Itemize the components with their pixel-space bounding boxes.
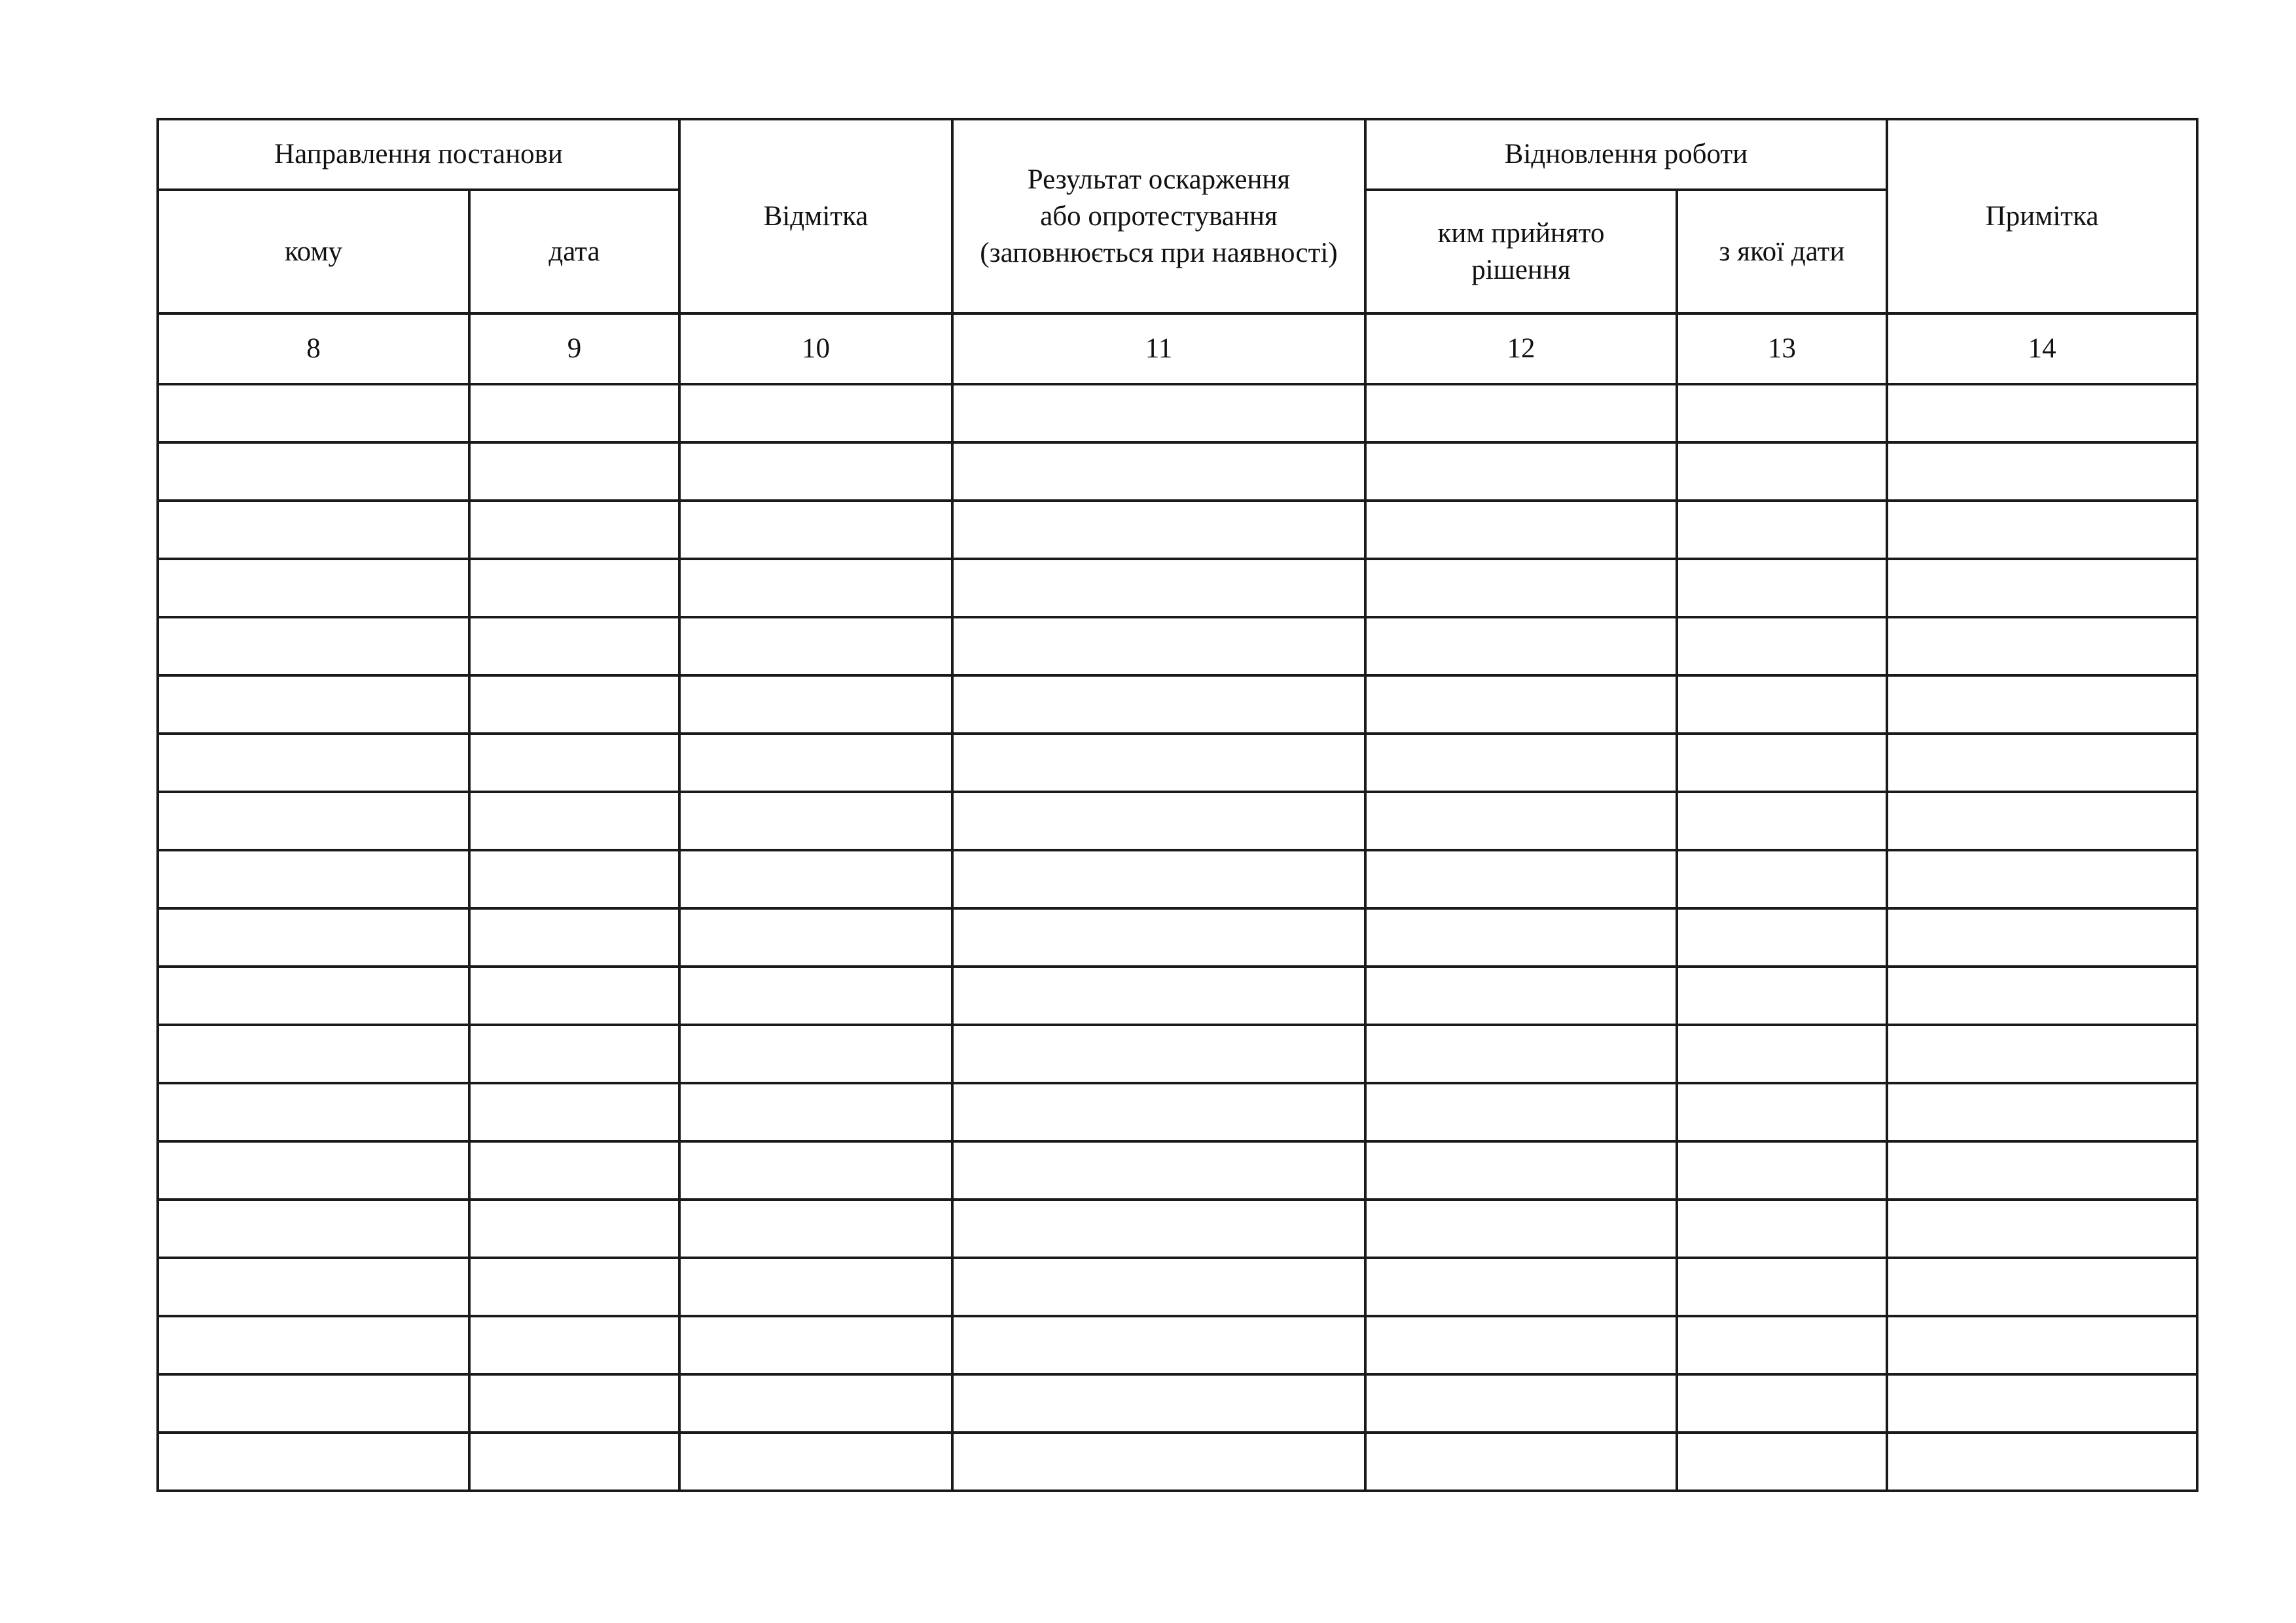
table-cell[interactable] xyxy=(1887,617,2197,675)
table-row xyxy=(158,1200,2197,1258)
table-cell[interactable] xyxy=(1887,1141,2197,1200)
column-number-row xyxy=(158,313,2197,384)
table-cell[interactable] xyxy=(158,1316,469,1374)
table-cell[interactable] xyxy=(1887,1433,2197,1491)
table-cell[interactable] xyxy=(679,792,952,850)
table-cell[interactable] xyxy=(158,1025,469,1083)
table-cell[interactable] xyxy=(158,1083,469,1141)
table-cell[interactable] xyxy=(1365,967,1677,1025)
column-number: 11 xyxy=(952,313,1365,384)
header-to-whom: кому xyxy=(158,190,469,313)
table-cell[interactable] xyxy=(1677,1025,1887,1083)
table-row xyxy=(158,675,2197,734)
table-cell[interactable] xyxy=(469,1258,679,1316)
table-row xyxy=(158,1374,2197,1433)
table-cell[interactable] xyxy=(679,850,952,908)
table-cell[interactable] xyxy=(1677,850,1887,908)
table-cell[interactable] xyxy=(158,1141,469,1200)
table-cell[interactable] xyxy=(679,1025,952,1083)
table-cell[interactable] xyxy=(679,1200,952,1258)
table-row xyxy=(158,792,2197,850)
table-cell[interactable] xyxy=(1677,384,1887,442)
column-number: 13 xyxy=(1677,313,1887,384)
header-appeal-result-line-1: Результат оскарження xyxy=(1027,164,1291,195)
table-cell[interactable] xyxy=(1365,1141,1677,1200)
table-cell[interactable] xyxy=(158,1258,469,1316)
table-cell[interactable] xyxy=(952,559,1365,617)
table-cell[interactable] xyxy=(469,1316,679,1374)
table-cell[interactable] xyxy=(679,617,952,675)
table-cell[interactable] xyxy=(158,617,469,675)
table-cell[interactable] xyxy=(1365,1200,1677,1258)
table-cell[interactable] xyxy=(158,675,469,734)
table-cell[interactable] xyxy=(1677,1200,1887,1258)
table-cell[interactable] xyxy=(1677,442,1887,501)
table-cell[interactable] xyxy=(952,501,1365,559)
table-cell[interactable] xyxy=(952,617,1365,675)
table-cell[interactable] xyxy=(1365,1025,1677,1083)
table-cell[interactable] xyxy=(952,908,1365,967)
table-cell[interactable] xyxy=(679,1433,952,1491)
table-cell[interactable] xyxy=(952,1200,1365,1258)
table-cell[interactable] xyxy=(1677,908,1887,967)
table-cell[interactable] xyxy=(158,442,469,501)
table-cell[interactable] xyxy=(469,850,679,908)
table-cell[interactable] xyxy=(679,559,952,617)
table-cell[interactable] xyxy=(1887,442,2197,501)
table-cell[interactable] xyxy=(1365,1258,1677,1316)
table-cell[interactable] xyxy=(1677,1083,1887,1141)
table-cell[interactable] xyxy=(679,1141,952,1200)
table-cell[interactable] xyxy=(1677,501,1887,559)
table-cell[interactable] xyxy=(679,675,952,734)
table-cell[interactable] xyxy=(1677,734,1887,792)
table-cell[interactable] xyxy=(1365,501,1677,559)
table-cell[interactable] xyxy=(1677,675,1887,734)
header-date: дата xyxy=(469,190,679,313)
table-cell[interactable] xyxy=(158,908,469,967)
table-cell[interactable] xyxy=(469,384,679,442)
table-cell[interactable] xyxy=(679,734,952,792)
table-cell[interactable] xyxy=(158,501,469,559)
table-cell[interactable] xyxy=(469,559,679,617)
table-cell[interactable] xyxy=(1677,1141,1887,1200)
table-cell[interactable] xyxy=(679,967,952,1025)
table-cell[interactable] xyxy=(469,1141,679,1200)
table-cell[interactable] xyxy=(1677,967,1887,1025)
table-row xyxy=(158,559,2197,617)
table-cell[interactable] xyxy=(1365,792,1677,850)
table-cell[interactable] xyxy=(1677,1374,1887,1433)
table-row xyxy=(158,501,2197,559)
header-decision-by-line-2: рішення xyxy=(1471,254,1571,285)
table-cell[interactable] xyxy=(679,1083,952,1141)
table-cell[interactable] xyxy=(952,1025,1365,1083)
table-cell[interactable] xyxy=(952,1433,1365,1491)
table-cell[interactable] xyxy=(679,501,952,559)
table-cell[interactable] xyxy=(469,1374,679,1433)
table-row xyxy=(158,617,2197,675)
column-number: 10 xyxy=(679,313,952,384)
table-cell[interactable] xyxy=(952,384,1365,442)
table-cell[interactable] xyxy=(158,734,469,792)
header-direction: Направлення постанови xyxy=(158,119,679,190)
table-cell[interactable] xyxy=(1677,1258,1887,1316)
table-cell[interactable] xyxy=(1365,850,1677,908)
table-cell[interactable] xyxy=(469,908,679,967)
table-cell[interactable] xyxy=(1365,1433,1677,1491)
table-cell[interactable] xyxy=(158,559,469,617)
table-cell[interactable] xyxy=(1677,1316,1887,1374)
table-cell[interactable] xyxy=(952,442,1365,501)
table-cell[interactable] xyxy=(469,1200,679,1258)
table-cell[interactable] xyxy=(679,384,952,442)
table-cell[interactable] xyxy=(1677,792,1887,850)
column-number: 12 xyxy=(1365,313,1677,384)
table-row xyxy=(158,850,2197,908)
table-cell[interactable] xyxy=(1887,734,2197,792)
column-number: 8 xyxy=(158,313,469,384)
table-cell[interactable] xyxy=(1887,1316,2197,1374)
table-cell[interactable] xyxy=(1677,617,1887,675)
table-row xyxy=(158,1433,2197,1491)
header-mark: Відмітка xyxy=(679,119,952,313)
table-cell[interactable] xyxy=(679,908,952,967)
table-cell[interactable] xyxy=(1887,908,2197,967)
header-appeal-result-line-2: або опротестування xyxy=(1040,200,1278,232)
table-cell[interactable] xyxy=(1887,967,2197,1025)
table-cell[interactable] xyxy=(679,1374,952,1433)
table-cell[interactable] xyxy=(1365,1374,1677,1433)
table-cell[interactable] xyxy=(1887,850,2197,908)
table-cell[interactable] xyxy=(952,1374,1365,1433)
table-row xyxy=(158,908,2197,967)
table-cell[interactable] xyxy=(952,1083,1365,1141)
header-decision-by xyxy=(1365,190,1677,313)
table-cell[interactable] xyxy=(469,501,679,559)
table-cell[interactable] xyxy=(952,967,1365,1025)
column-number: 14 xyxy=(1887,313,2197,384)
table-cell[interactable] xyxy=(1887,1374,2197,1433)
header-row-1 xyxy=(158,119,2197,190)
table-cell[interactable] xyxy=(1365,1316,1677,1374)
header-decision-by-line-1: ким прийнято xyxy=(1437,217,1605,249)
table-cell[interactable] xyxy=(469,1433,679,1491)
table-cell[interactable] xyxy=(1887,1258,2197,1316)
table-cell[interactable] xyxy=(952,675,1365,734)
table-cell[interactable] xyxy=(952,1316,1365,1374)
table-cell[interactable] xyxy=(158,384,469,442)
table-cell[interactable] xyxy=(469,792,679,850)
table-cell[interactable] xyxy=(679,442,952,501)
table-row xyxy=(158,384,2197,442)
table-cell[interactable] xyxy=(469,1025,679,1083)
table-cell[interactable] xyxy=(469,1083,679,1141)
table-cell[interactable] xyxy=(1887,559,2197,617)
table-cell[interactable] xyxy=(1887,1200,2197,1258)
table-cell[interactable] xyxy=(469,967,679,1025)
table-row xyxy=(158,1083,2197,1141)
table-cell[interactable] xyxy=(158,1200,469,1258)
table-cell[interactable] xyxy=(158,967,469,1025)
table-row xyxy=(158,967,2197,1025)
table-cell[interactable] xyxy=(952,792,1365,850)
table-cell[interactable] xyxy=(952,1258,1365,1316)
table-cell[interactable] xyxy=(1365,734,1677,792)
table-cell[interactable] xyxy=(158,1374,469,1433)
table-row xyxy=(158,1025,2197,1083)
table-row xyxy=(158,1141,2197,1200)
table-cell[interactable] xyxy=(1365,908,1677,967)
table-cell[interactable] xyxy=(1365,617,1677,675)
table-cell[interactable] xyxy=(1365,442,1677,501)
table-cell[interactable] xyxy=(469,442,679,501)
table-cell[interactable] xyxy=(1365,675,1677,734)
table-row xyxy=(158,734,2197,792)
table-cell[interactable] xyxy=(469,617,679,675)
table-cell[interactable] xyxy=(158,850,469,908)
table-cell[interactable] xyxy=(1887,675,2197,734)
table-cell[interactable] xyxy=(158,792,469,850)
table-cell[interactable] xyxy=(469,675,679,734)
table-cell[interactable] xyxy=(1887,1083,2197,1141)
table-cell[interactable] xyxy=(1887,1025,2197,1083)
table-row xyxy=(158,1316,2197,1374)
header-restoration: Відновлення роботи xyxy=(1365,119,1887,190)
header-note: Примітка xyxy=(1887,119,2197,313)
table-row xyxy=(158,1258,2197,1316)
table-cell[interactable] xyxy=(679,1258,952,1316)
table-cell[interactable] xyxy=(158,1433,469,1491)
table-cell[interactable] xyxy=(1365,384,1677,442)
table-cell[interactable] xyxy=(1887,501,2197,559)
table-cell[interactable] xyxy=(952,1141,1365,1200)
table-cell[interactable] xyxy=(679,1316,952,1374)
table-cell[interactable] xyxy=(469,734,679,792)
header-appeal-result xyxy=(952,119,1365,313)
column-number: 9 xyxy=(469,313,679,384)
table-cell[interactable] xyxy=(1887,384,2197,442)
table-cell[interactable] xyxy=(952,850,1365,908)
table-row xyxy=(158,442,2197,501)
table-cell[interactable] xyxy=(1677,1433,1887,1491)
register-table xyxy=(156,118,2198,1492)
table-cell[interactable] xyxy=(1887,792,2197,850)
table-cell[interactable] xyxy=(1365,1083,1677,1141)
table-cell[interactable] xyxy=(1365,559,1677,617)
header-from-date: з якої дати xyxy=(1677,190,1887,313)
table-cell[interactable] xyxy=(952,734,1365,792)
table-cell[interactable] xyxy=(1677,559,1887,617)
header-appeal-result-line-3: (заповнюється при наявності) xyxy=(980,237,1338,268)
